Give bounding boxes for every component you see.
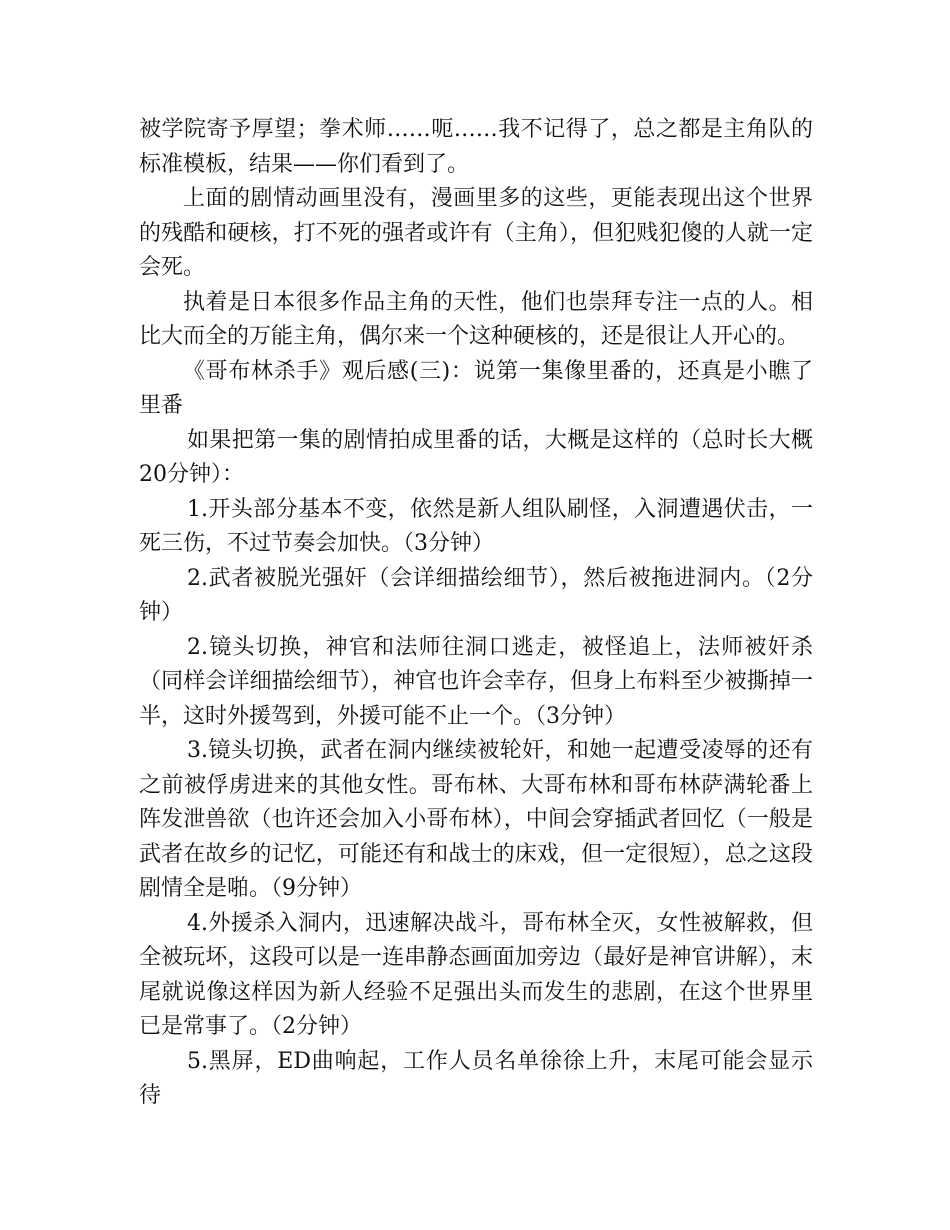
paragraph-2: 上面的剧情动画里没有，漫画里多的这些，更能表现出这个世界的残酷和硬核，打不死的强者或许有（主角），但犯贱犯傻的人就一定会死。	[139, 186, 813, 280]
list-item-1: 1.开头部分基本不变，依然是新人组队刷怪，入洞遭遇伏击，一死三伤，不过节奏会加快。（3分钟）	[139, 496, 813, 556]
list-item-4: 4.外援杀入洞内，迅速解决战斗，哥布林全灭，女性被解救，但全被玩坏，这段可以是一连串静态画面加旁边（最好是神官讲解），末尾就说像这样因为新人经验不足强出头而发生的悲剧，在这个世界里已是常事了。（2分钟）	[139, 910, 813, 1039]
paragraph-5: 如果把第一集的剧情拍成里番的话，大概是这样的（总时长大概20分钟）：	[139, 427, 813, 487]
paragraph-4-heading: 《哥布林杀手》观后感(三)：说第一集像里番的，还真是小瞧了里番	[139, 358, 813, 418]
list-item-2: 2.武者被脱光强奸（会详细描绘细节），然后被拖进洞内。（2分钟）	[139, 565, 813, 625]
list-item-2b: 2.镜头切换，神官和法师往洞口逃走，被怪追上，法师被奸杀（同样会详细描绘细节），神官也许会幸存，但身上布料至少被撕掉一半，这时外援驾到，外援可能不止一个。（3分钟）	[139, 634, 813, 729]
list-item-3: 3.镜头切换，武者在洞内继续被轮奸，和她一起遭受凌辱的还有之前被俘虏进来的其他女性。哥布林、大哥布林和哥布林萨满轮番上阵发泄兽欲（也许还会加入小哥布林），中间会穿插武者回忆（一般是武者在故乡的记忆，可能还有和战士的床戏，但一定很短），总之这段剧情全是啪。（9分钟）	[139, 738, 813, 901]
document-page	[139, 113, 813, 1114]
paragraph-1: 被学院寄予厚望；拳术师……呃……我不记得了，总之都是主角队的标准模板，结果——你们看到了。	[139, 117, 813, 177]
paragraph-3: 执着是日本很多作品主角的天性，他们也崇拜专注一点的人。相比大而全的万能主角，偶尔来一个这种硬核的，还是很让人开心的。	[139, 289, 813, 349]
list-item-5: 5.黑屏，ED曲响起，工作人员名单徐徐上升，末尾可能会显示待	[139, 1048, 813, 1108]
